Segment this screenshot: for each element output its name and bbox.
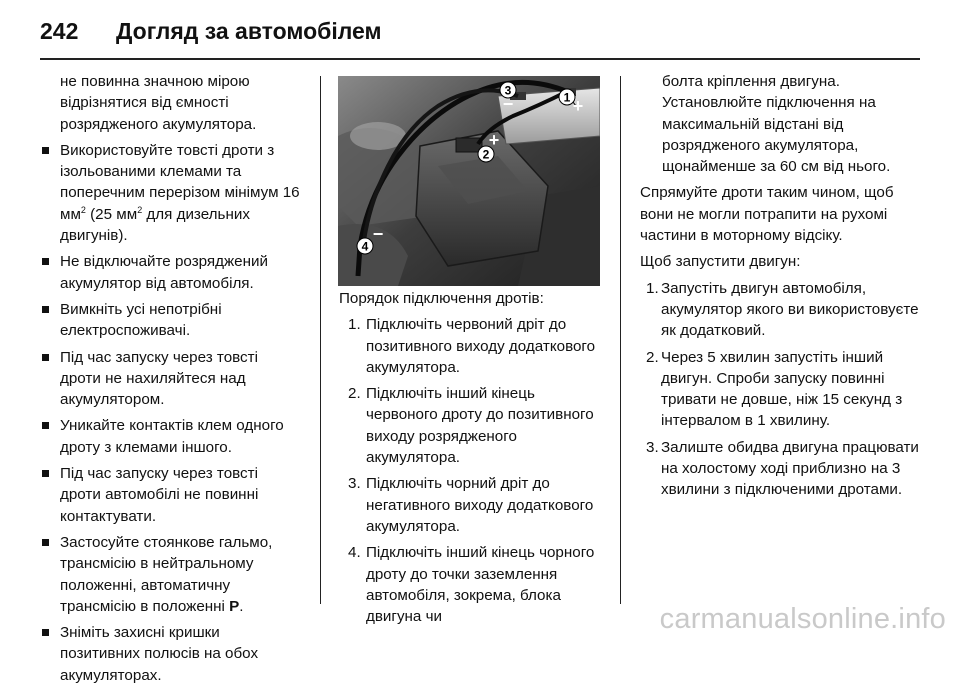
bullet-text: для дизельних двигунів). [60,205,250,245]
column-right [640,71,920,501]
bullet-text: . [239,597,244,615]
plus-sign: + [488,130,500,150]
bullet-text: Застосуйте стоянкове гальмо, трансмісію в нейтральному положенні, автоматичну трансмісію в положенні [60,533,273,615]
step-text: Підключіть червоний дріт до позитивного виходу додаткового акумулятора. [366,316,596,376]
step-text: Підключіть інший кінець червоного дроту до позитивного виходу розрядженого акумулятора. [366,385,594,467]
list-item: Під час запуску через товсті дроти автомобілі не повинні контактувати. [38,463,300,527]
list-item: Зніміть захисні кришки позитивних полюсів на обох акумуляторах. [38,622,300,686]
step-number: 3. [646,438,659,456]
column-left [38,71,300,686]
column-divider [620,76,621,604]
list-item [339,383,603,468]
list-item: Під час запуску через товсті дроти не нахиляйтеся над акумулятором. [38,347,300,411]
step-number: 3. [348,475,361,493]
start-steps-list [640,278,920,501]
page-number: 242 [40,18,79,44]
intro-text: не повинна значною мірою відрізнятися від ємності розрядженого акумулятора. [60,73,257,133]
header-divider [40,58,920,60]
list-item: Уникайте контактів клем одного дроту з клемами іншого. [38,415,300,458]
superscript: 2 [80,204,86,215]
list-item [640,278,920,342]
list-item: Не відключайте розряджений акумулятор від автомобіля. [38,251,300,294]
list-item: Вимкніть усі непотрібні електроспоживачі. [38,299,300,342]
callout-label: 1 [563,90,571,105]
step-number: 1. [348,316,361,334]
column-divider [320,76,321,604]
callout-label: 4 [361,239,369,254]
step-number: 2. [348,385,361,403]
engine-bay-figure [338,76,600,286]
step-text: Підключіть чорний дріт до негативного виходу додаткового акумулятора. [366,475,594,535]
watermark: carmanualsonline.info [659,603,946,635]
step-text: Через 5 хвилин запустіть інший двигун. Спроби запуску повинні тривати не довше, ніж 15 секунд з інтервалом в 1 хвилину. [661,348,903,430]
column-middle [339,288,603,627]
minus-sign: − [502,94,514,114]
step-text: Підключіть інший кінець чорного дроту до точки заземлення автомобіля, зокрема, блока двигуна чи [366,544,595,626]
list-item [38,532,300,617]
start-engine-lead: Щоб запустити двигун: [640,253,801,271]
discharged-battery-terminal [456,138,482,152]
bullet-text: Використовуйте товсті дроти з ізольованими клемами та поперечним перерізом мінімум 16 мм [60,141,300,223]
continued-text: болта кріплення двигуна. Установлюйте підключення на максимальній відстані від розрядженого акумулятора, щонайменше за 60 см від нього. [662,73,891,176]
minus-sign: − [372,224,384,244]
page-header [40,8,920,58]
list-item [38,140,300,246]
step-number: 1. [646,279,659,297]
plus-sign: + [572,96,584,116]
list-item [339,314,603,378]
callout-label: 2 [482,147,490,162]
connection-steps-list [339,314,603,627]
cable-routing-text: Спрямуйте дроти таким чином, щоб вони не могли потрапити на рухомі частини в моторному відсіку. [640,184,894,245]
precautions-list [38,140,300,686]
list-item [640,437,920,501]
step-text: Запустіть двигун автомобіля, акумулятор якого ви використовуєте як додатковий. [661,279,919,340]
jump-start-illustration [338,76,600,286]
callout-label: 3 [504,83,512,98]
list-item [640,347,920,432]
step-number: 4. [348,544,361,562]
gear-position-label: P [229,597,240,615]
list-item [339,542,603,627]
step-text: Залиште обидва двигуна працювати на холостому ході приблизно на 3 хвилини з підключеними дротами. [661,438,919,499]
connection-order-lead: Порядок підключення дротів: [339,290,544,307]
bullet-text: (25 мм [85,205,138,223]
step-number: 2. [646,348,659,366]
superscript: 2 [137,204,143,215]
page-title: Догляд за автомобілем [116,18,382,44]
list-item [339,473,603,537]
